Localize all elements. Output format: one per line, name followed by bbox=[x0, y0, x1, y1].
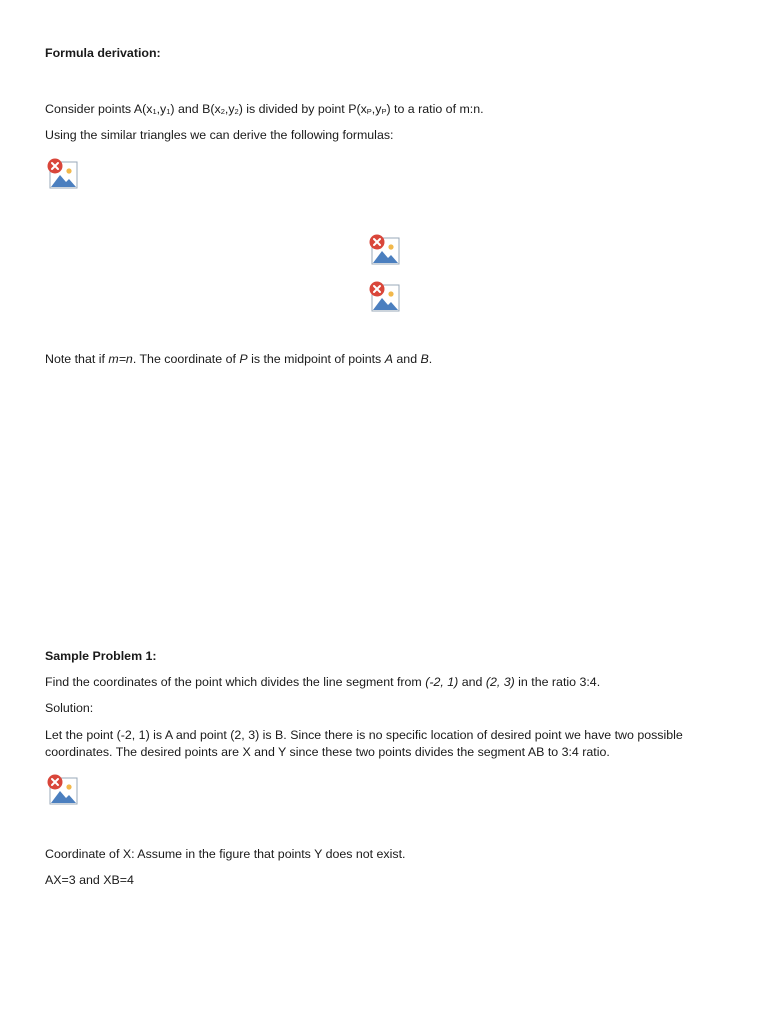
broken-image-icon bbox=[368, 280, 400, 312]
ax-xb-text: AX=3 and XB=4 bbox=[45, 873, 134, 887]
solution-paragraph: Let the point (-2, 1) is A and point (2, 3) is B. Since there is no specific location of desired point we have two possible coordinates. The desired points are X and Y since these two points divides the segment AB to 3:4 ratio. bbox=[45, 728, 683, 759]
coordinate-x-text: Coordinate of X: Assume in the figure that points Y does not exist. bbox=[45, 847, 406, 861]
solution-label: Solution: bbox=[45, 701, 94, 715]
formula-heading: Formula derivation: bbox=[45, 46, 161, 60]
broken-image-icon bbox=[368, 233, 400, 265]
consider-points-text: Consider points $A(x_1,y_1)$ and $B(x_2,y_2)$ is divided by point $P(x_P,y_P)$ to a ratio of m:n. bbox=[45, 102, 484, 116]
midpoint-note-text: Note that if m=n. The coordinate of P is the midpoint of points A and B. bbox=[45, 352, 433, 366]
similar-triangles-text: Using the similar triangles we can derive the following formulas: bbox=[45, 128, 394, 142]
broken-image-icon bbox=[46, 773, 78, 805]
problem-statement-text: Find the coordinates of the point which divides the line segment from (-2, 1) and (2, 3) in the ratio 3:4. bbox=[45, 675, 601, 689]
broken-image-icon bbox=[46, 157, 78, 189]
sample-problem-heading: Sample Problem 1: bbox=[45, 649, 157, 663]
